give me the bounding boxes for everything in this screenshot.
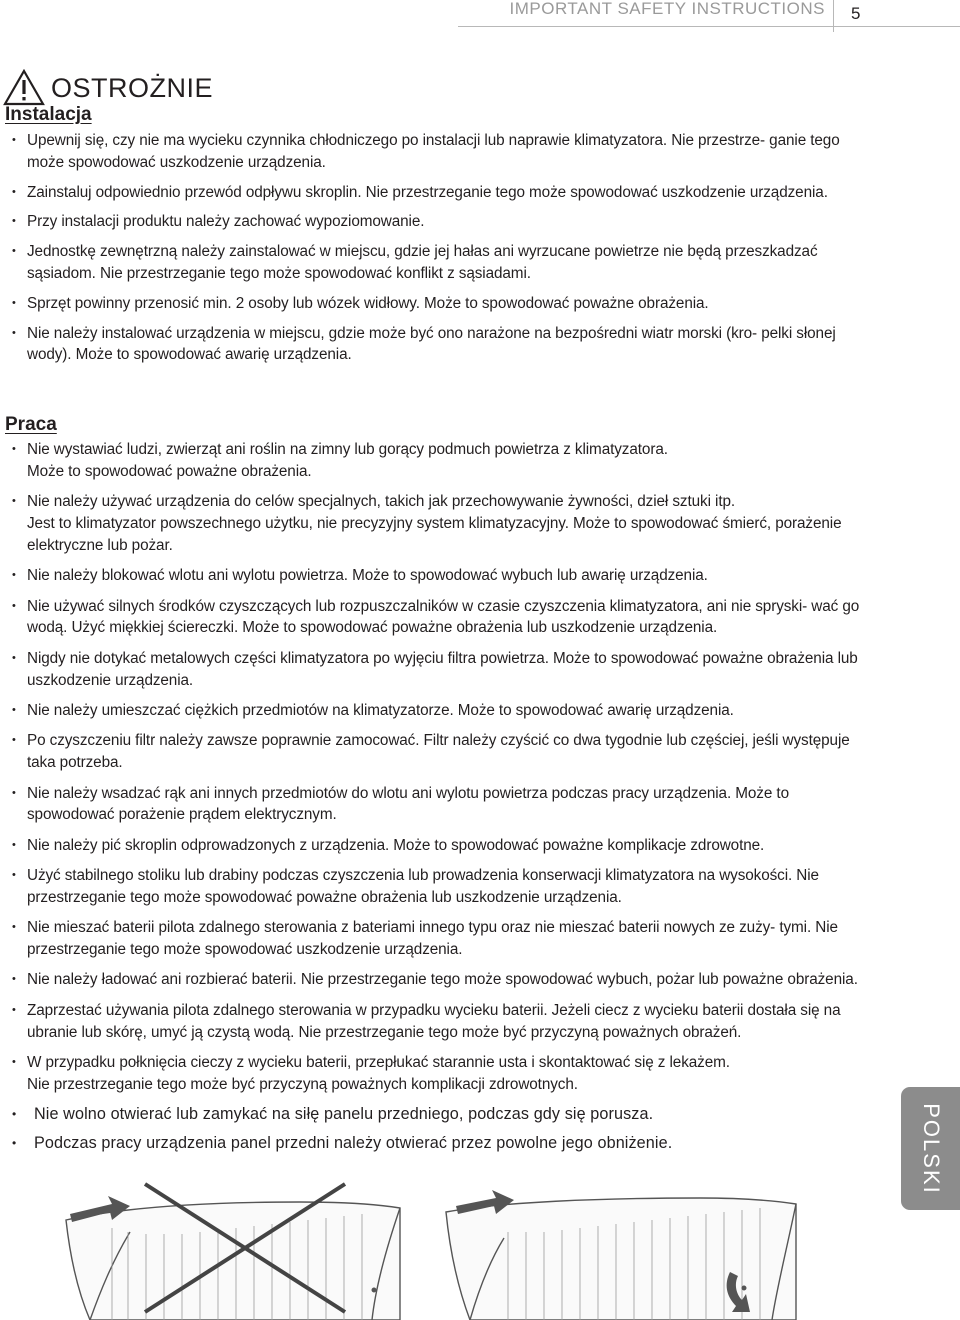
list-item: • Nie należy pić skroplin odprowadzonych z urządzenia. Może to spowodować poważne komplikacje zdrowotne. xyxy=(12,835,868,857)
list-item: • Przy instalacji produktu należy zachować wypoziomowanie. xyxy=(12,211,868,233)
list-item: • Nie należy używać urządzenia do celów specjalnych, takich jak przechowywanie żywności, dzieł sztuki itp. Jest to klimatyzator powszechnego użytku, nie precyzyjny system klimatyzacyjny. Może to spowodować śmierć, porażenie elektryczne lub pożar. xyxy=(12,491,868,556)
page-number: 5 xyxy=(851,4,861,23)
installation-list xyxy=(12,130,868,374)
page-header xyxy=(0,0,960,36)
language-tab-label: POLSKI xyxy=(918,1102,944,1195)
list-item: • Nie należy instalować urządzenia w miejscu, gdzie może być ono narażone na bezpośredni wiatr morski (kro- pelki słonej wody). Może to spowodować awarię urządzenia. xyxy=(12,323,868,367)
list-item: • Jednostkę zewnętrzną należy zainstalować w miejscu, gdzie jej hałas ani wyrzucane powietrze nie będą przeszkadzać sąsiadom. Nie przestrzeganie tego może spowodować konflikt z sąsiadami. xyxy=(12,241,868,285)
installation-heading: Instalacja xyxy=(5,104,92,125)
list-item: • Upewnij się, czy nie ma wycieku czynnika chłodniczego po instalacji lub naprawie klimatyzatora. Nie przestrze- ganie tego może spowodować uszkodzenie urządzenia. xyxy=(12,130,868,174)
operation-list xyxy=(12,439,868,1162)
list-item: • Nie wolno otwierać lub zamykać na siłę panelu przedniego, podczas gdy się porusza. xyxy=(12,1104,868,1126)
list-item: • Zaprzestać używania pilota zdalnego sterowania w przypadku wycieku baterii. Jeżeli ciecz z wycieku baterii dostała się na ubranie lub skórę, umyć ją czystą wodą. Nie przestrzeganie tego może być przyczyną poważnych obrażeń. xyxy=(12,1000,868,1044)
operation-heading: Praca xyxy=(5,414,57,435)
list-item: • Nie należy wsadzać rąk ani innych przedmiotów do wlotu ani wylotu powietrza podczas pracy urządzenia. Może to spowodować porażenie prądem elektrycznym. xyxy=(12,783,868,827)
list-item: • Podczas pracy urządzenia panel przedni należy otwierać przez powolne jego obniżenie. xyxy=(12,1133,868,1155)
header-title: IMPORTANT SAFETY INSTRUCTIONS xyxy=(509,0,825,18)
unit-forced-open xyxy=(66,1202,400,1320)
list-item: • Sprzęt powinny przenosić min. 2 osoby lub wózek widłowy. Może to spowodować poważne obrażenia. xyxy=(12,293,868,315)
warning-triangle-icon xyxy=(3,69,45,107)
list-item: • Nie wystawiać ludzi, zwierząt ani roślin na zimny lub gorący podmuch powietrza z klimatyzatora. Może to spowodować poważne obrażenia. xyxy=(12,439,868,483)
list-item: • Nie należy umieszczać ciężkich przedmiotów na klimatyzatorze. Może to spowodować awarię urządzenia. xyxy=(12,700,868,722)
caution-heading xyxy=(3,68,213,108)
header-divider xyxy=(833,0,834,32)
list-item: • Nigdy nie dotykać metalowych części klimatyzatora po wyjęciu filtra powietrza. Może to spowodować poważne obrażenia lub uszkodzenie urządzenia. xyxy=(12,648,868,692)
list-item: • Nie mieszać baterii pilota zdalnego sterowania z bateriami innego typu oraz nie mieszać baterii nowych ze zuży- tymi. Nie przestrzeganie tego może spowodować uszkodzenie urządzenia. xyxy=(12,917,868,961)
list-item: • W przypadku połknięcia cieczy z wycieku baterii, przepłukać starannie usta i skontaktować się z lekażem. Nie przestrzeganie tego może być przyczyną poważnych komplikacji zdrowotnych. xyxy=(12,1052,868,1096)
list-item: • Nie należy ładować ani rozbierać baterii. Nie przestrzeganie tego może spowodować wybuch, pożar lub poważne obrażenia. xyxy=(12,969,868,991)
front-panel-illustration xyxy=(0,1172,900,1320)
header-rule xyxy=(458,26,960,27)
list-item: • Użyć stabilnego stoliku lub drabiny podczas czyszczenia lub prowadzenia konserwacji klimatyzatora na wysokości. Nie przestrzeganie tego może spowodować poważne obrażenia lub uszkodzenie urządzenia. xyxy=(12,865,868,909)
list-item: • Po czyszczeniu filtr należy zawsze poprawnie zamocować. Filtr należy czyścić co dwa tygodnie lub częściej, jeśli występuje taka potrzeba. xyxy=(12,730,868,774)
caution-title: OSTROŻNIE xyxy=(51,72,214,103)
list-item: • Nie używać silnych środków czyszczących lub rozpuszczalników w czasie czyszczenia klimatyzatora, ani nie spryski- wać go wodą. Użyć miękkiej ściereczki. Może to spowodować poważne obrażenia lub uszkodzenie urządzenia. xyxy=(12,596,868,640)
list-item: • Nie należy blokować wlotu ani wylotu powietrza. Może to spowodować wybuch lub awarię urządzenia. xyxy=(12,565,868,587)
language-tab xyxy=(901,1087,960,1210)
list-item: • Zainstaluj odpowiednio przewód odpływu skroplin. Nie przestrzeganie tego może spowodować uszkodzenie urządzenia. xyxy=(12,182,868,204)
